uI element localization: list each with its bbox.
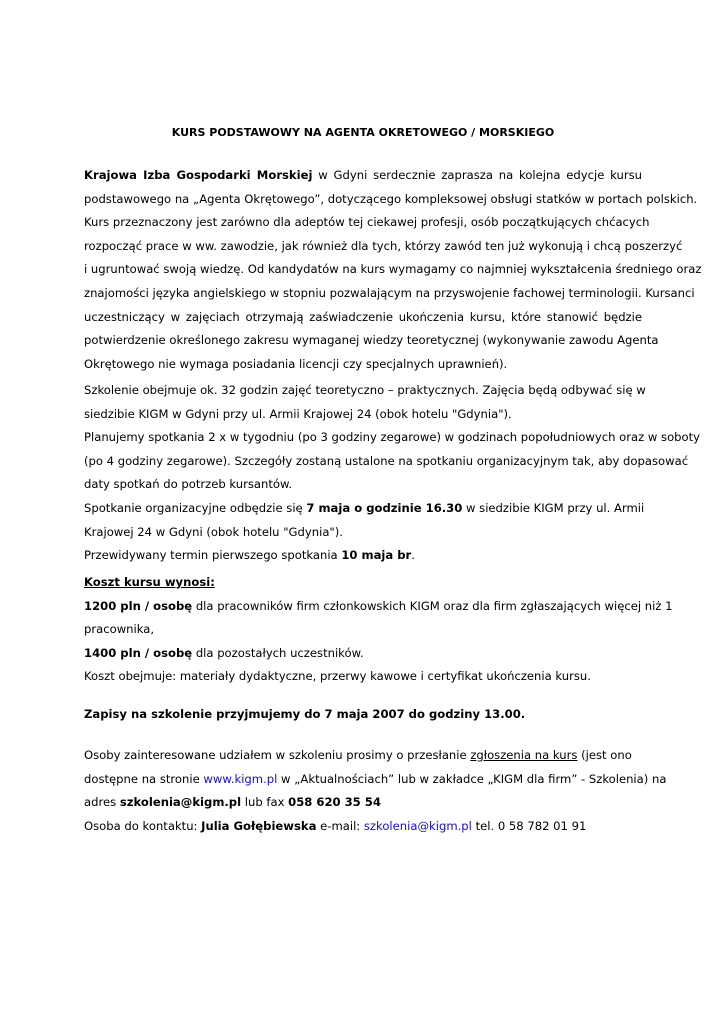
cost-section xyxy=(84,571,673,689)
schedule-line: siedzibie KIGM w Gdyni przy ul. Armii Krajowej 24 (obok hotelu "Gdynia"). xyxy=(84,406,512,421)
contact-line: adres szkolenia@kigm.pl lub fax 058 620 35 54 xyxy=(84,795,381,810)
contact-fax: 058 620 35 54 xyxy=(288,795,381,810)
schedule-line: Krajowej 24 w Gdyni (obok hotelu "Gdynia"). xyxy=(84,524,343,539)
schedule-paragraph xyxy=(84,379,701,568)
contact-section xyxy=(84,744,667,838)
document-title: KURS PODSTAWOWY NA AGENTA OKRETOWEGO / MORSKIEGO xyxy=(171,126,555,139)
schedule-line: Szkolenie obejmuje ok. 32 godzin zajęć teoretyczno – praktycznych. Zajęcia będą odbywać się w xyxy=(84,383,646,397)
cost-other-price: 1400 pln / osobę xyxy=(84,645,193,660)
contact-email: szkolenia@kigm.pl xyxy=(119,795,242,810)
intro-line: Krajowa Izba Gospodarki Morskiej w Gdyni serdecznie zaprasza na kolejna edycje kursu xyxy=(84,168,642,182)
intro-line: znajomości języka angielskiego w stopniu pozwalającym na przyswojenie fachowej terminologii. Kursanci xyxy=(84,285,695,300)
cost-includes: Koszt obejmuje: materiały dydaktyczne, przerwy kawowe i certyfikat ukończenia kursu. xyxy=(84,669,591,684)
intro-line: i ugruntować swoją wiedzę. Od kandydatów na kurs wymagamy co najmniej wykształcenia średniego oraz xyxy=(84,262,702,277)
contact-person-name: Julia Gołębiewska xyxy=(201,818,317,833)
first-meeting-line: Przewidywany termin pierwszego spotkania 10 maja br. xyxy=(84,548,415,563)
intro-line: rozpocząć prace w ww. zawodzie, jak również dla tych, którzy zawód ten już wykonują i chcą poszerzyć xyxy=(84,238,683,253)
schedule-line: (po 4 godziny zegarowe). Szczegóły zostaną ustalone na spotkaniu organizacyjnym tak, aby dopasować xyxy=(84,453,689,468)
intro-line: uczestniczący w zajęciach otrzymają zaświadczenie ukończenia kursu, które stanowić będzie xyxy=(84,309,642,324)
contact-line: Osoby zainteresowane udziałem w szkoleniu prosimy o przesłanie zgłoszenia na kurs (jest ono xyxy=(84,748,632,762)
contact-line: dostępne na stronie www.kigm.pl w „Aktualnościach” lub w zakładce „KIGM dla firm” - Szkolenia) na xyxy=(84,771,667,786)
first-meeting-date: 10 maja br xyxy=(341,548,412,563)
schedule-line: Planujemy spotkania 2 x w tygodniu (po 3 godziny zegarowe) w godzinach popołudniowych oraz w soboty xyxy=(84,430,701,445)
intro-line: podstawowego na „Agenta Okrętowego”, dotyczącego kompleksowej obsługi statków w portach polskich. xyxy=(84,191,698,206)
intro-line: Kurs przeznaczony jest zarówno dla adeptów tej ciekawej profesji, osób początkujących chćacych xyxy=(84,215,650,230)
website-link[interactable]: www.kigm.pl xyxy=(203,771,278,786)
cost-heading: Koszt kursu wynosi: xyxy=(84,575,215,589)
cost-other-line: 1400 pln / osobę dla pozostałych uczestników. xyxy=(84,645,364,660)
schedule-line: daty spotkań do potrzeb kursantów. xyxy=(84,477,293,492)
contact-person-line: Osoba do kontaktu: Julia Gołębiewska e-mail: szkolenia@kigm.pl tel. 0 58 782 01 91 xyxy=(84,818,587,833)
cost-member-line-cont: pracownika, xyxy=(84,622,155,637)
cost-member-price: 1200 pln / osobę xyxy=(84,598,193,613)
intro-line: potwierdzenie określonego zakresu wymaganej wiedzy teoretycznej (wykonywanie zawodu Agenta xyxy=(84,333,659,348)
registration-form-link[interactable]: zgłoszenia na kurs xyxy=(470,748,578,762)
deadline-section xyxy=(84,703,642,727)
registration-deadline: Zapisy na szkolenie przyjmujemy do 7 maja 2007 do godziny 13.00. xyxy=(84,707,526,721)
intro-line: Okrętowego nie wymaga posiadania licencji czy specjalnych uprawnień). xyxy=(84,356,508,371)
intro-paragraph xyxy=(84,164,702,376)
email-link[interactable]: szkolenia@kigm.pl xyxy=(363,818,472,833)
organization-name: Krajowa Izba Gospodarki Morskiej xyxy=(84,168,313,182)
cost-member-line: 1200 pln / osobę dla pracowników firm członkowskich KIGM oraz dla firm zgłaszających więcej niż 1 xyxy=(84,598,673,613)
meeting-line: Spotkanie organizacyjne odbędzie się 7 maja o godzinie 16.30 w siedzibie KIGM przy ul. Armii xyxy=(84,500,645,515)
meeting-date: 7 maja o godzinie 16.30 xyxy=(306,500,463,515)
